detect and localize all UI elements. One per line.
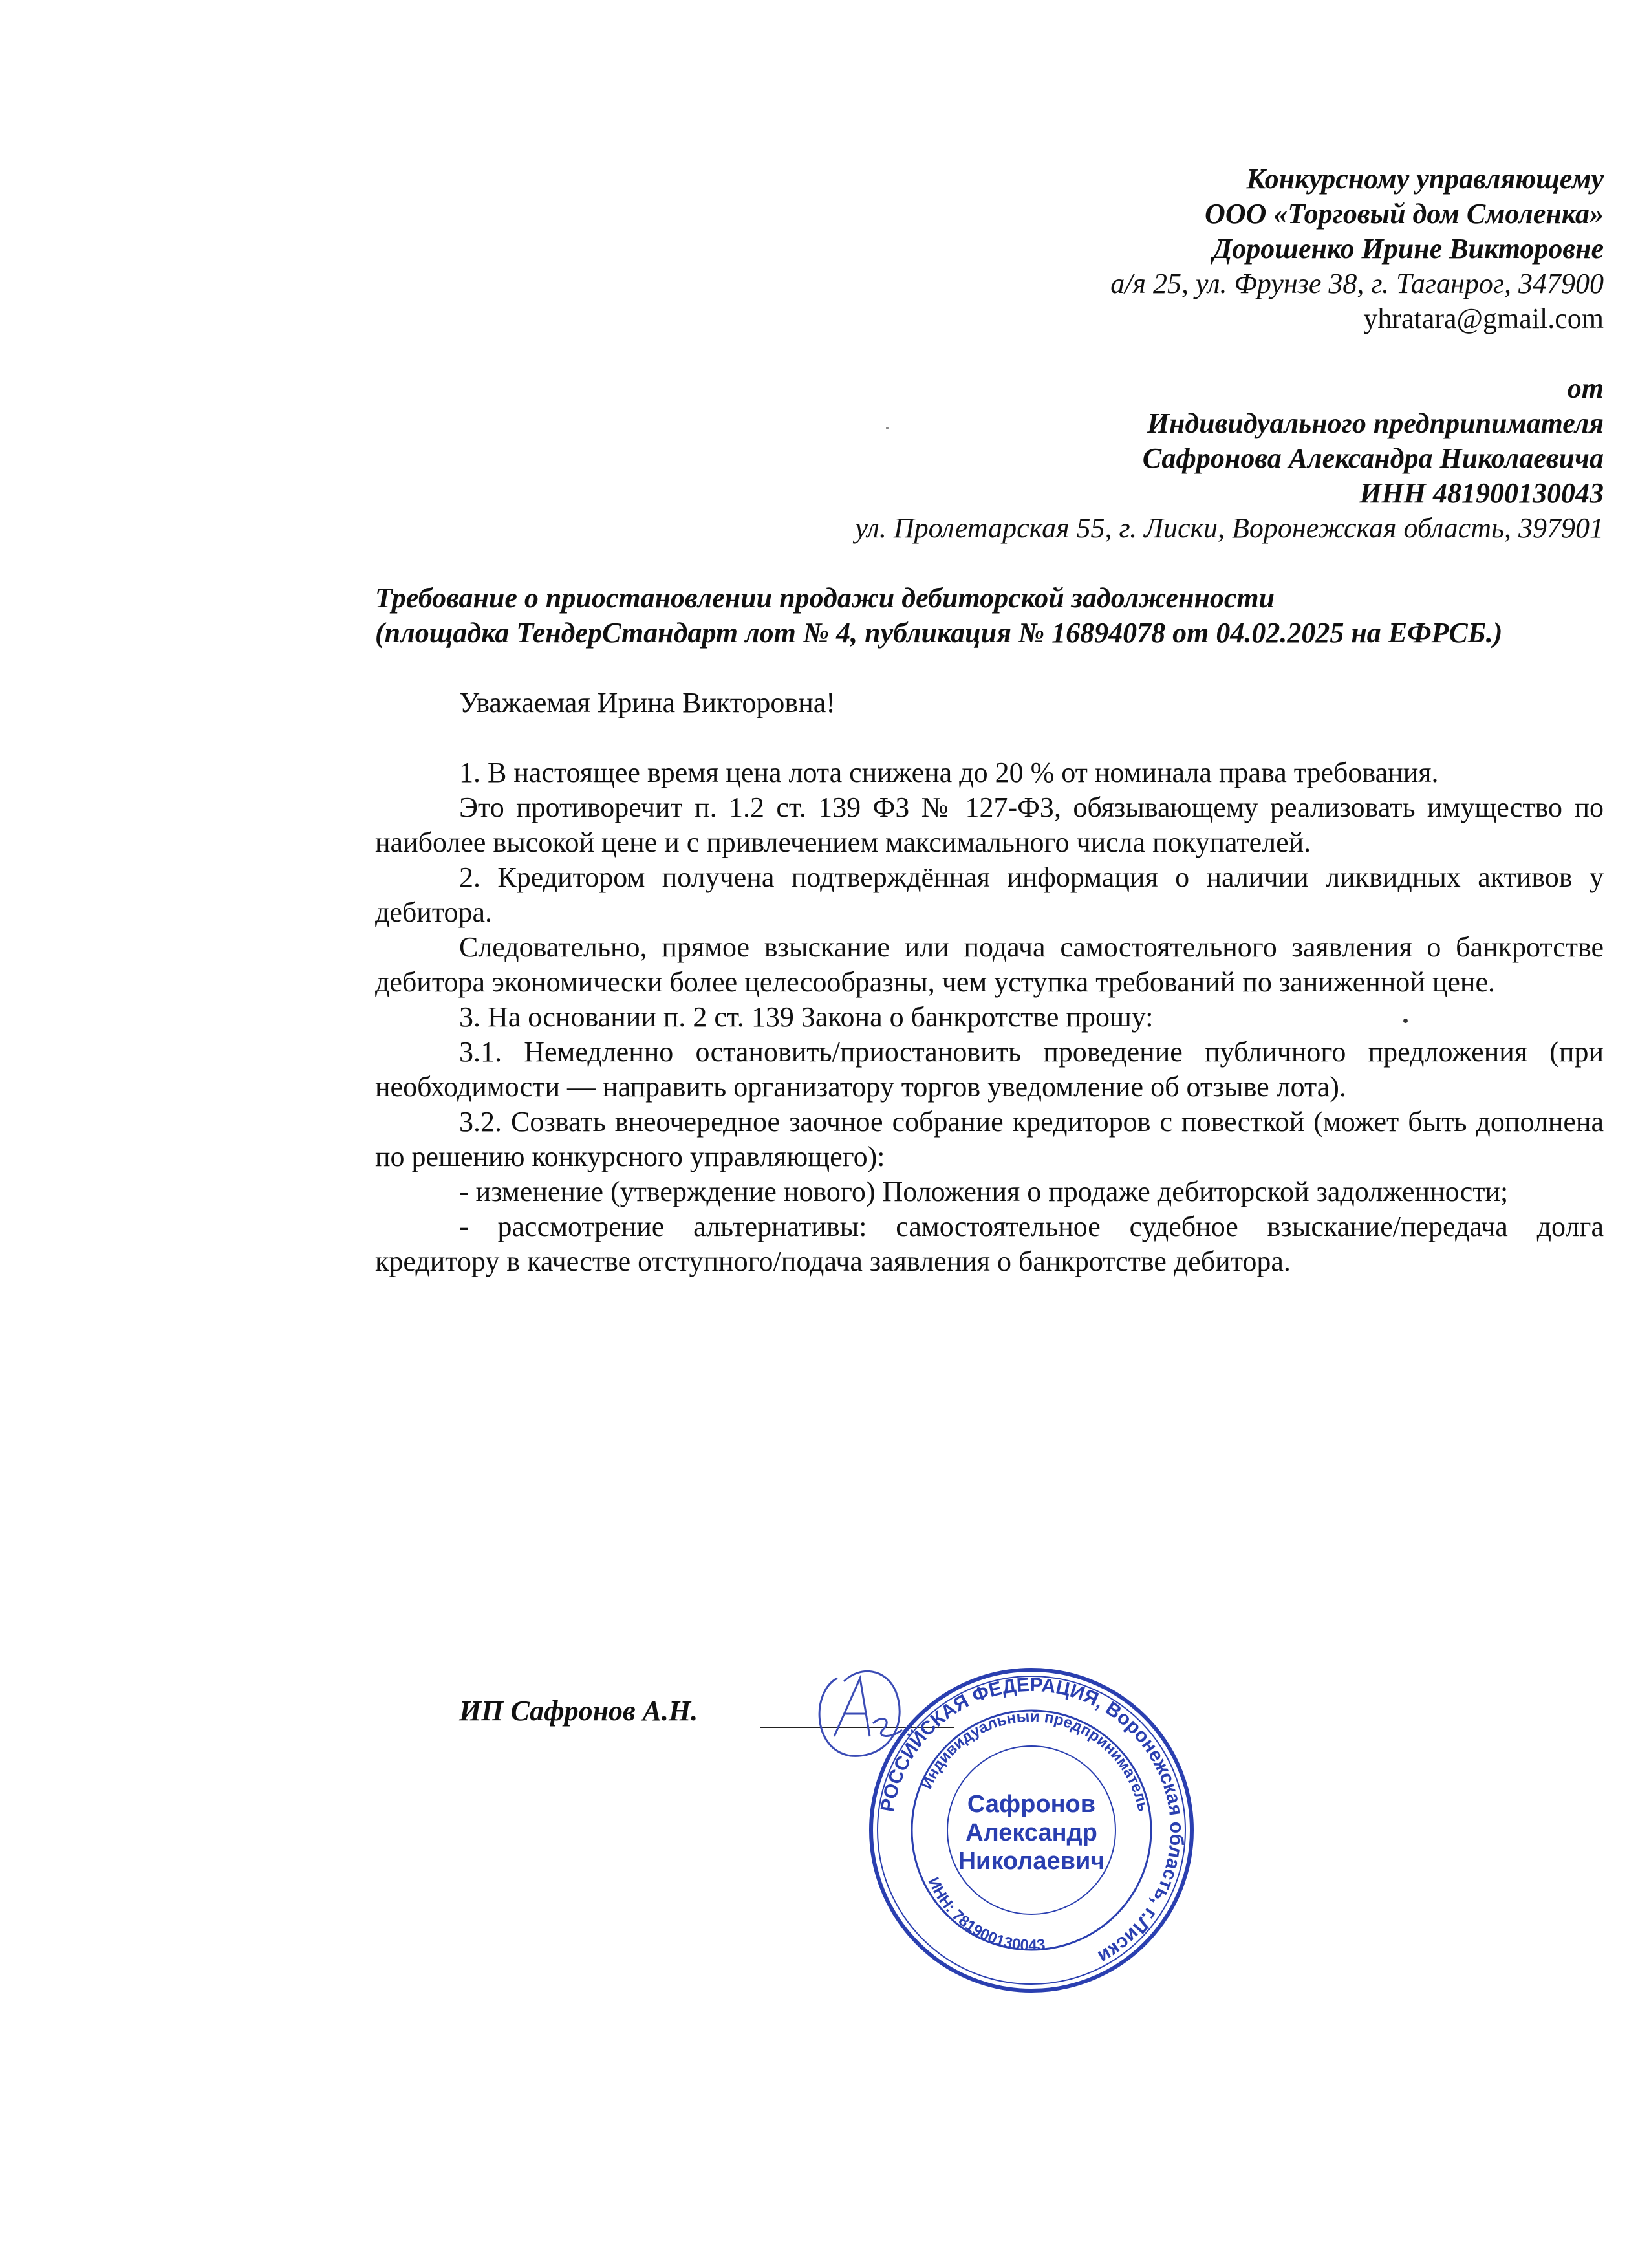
stamp-inner-text: Индивидуальный предприниматель xyxy=(918,1707,1152,1813)
document-title xyxy=(375,581,1604,651)
stamp-name-line-2: Александр xyxy=(965,1819,1097,1846)
paragraph-6: 3.1. Немедленно остановить/приостановить проведение публичного предложения (при необходимости — направить организатору торгов уведомление об отзыве лота). xyxy=(375,1036,1604,1103)
paragraph-5: 3. На основании п. 2 ст. 139 Закона о банкротстве прошу: xyxy=(459,1001,1154,1033)
signature-label: ИП Сафронов А.Н. xyxy=(459,1695,698,1727)
scan-speck xyxy=(1403,1019,1408,1023)
title-line-1: Требование о приостановлении продажи дебиторской задолженности xyxy=(375,582,1275,614)
title-line-2: (площадка ТендерСтандарт лот № 4, публикация № 16894078 от 04.02.2025 на ЕФРСБ.) xyxy=(375,617,1503,649)
sender-address: ул. Пролетарская 55, г. Лиски, Воронежская область, 397901 xyxy=(855,512,1604,544)
addressee-name: Дорошенко Ирине Викторовне xyxy=(1212,233,1604,265)
official-stamp xyxy=(863,1662,1200,1998)
paragraph-3: 2. Кредитором получена подтверждённая информация о наличии ликвидных активов у дебитора. xyxy=(375,861,1604,928)
greeting: Уважаемая Ирина Викторовна! xyxy=(459,687,835,718)
addressee-email: yhratara@gmail.com xyxy=(1363,303,1604,334)
sender-name: Сафронова Александра Николаевича xyxy=(1142,442,1604,474)
sender-from: от xyxy=(1567,373,1604,404)
paragraph-7: 3.2. Созвать внеочередное заочное собрание кредиторов с повесткой (может быть дополнена по решению конкурсного управляющего): xyxy=(375,1106,1604,1172)
addressee-address: а/я 25, ул. Фрунзе 38, г. Таганрог, 347900 xyxy=(1110,268,1604,299)
paragraph-9: - рассмотрение альтернативы: самостоятельное судебное взыскание/передача долга кредитору в качестве отступного/подача заявления о банкротстве дебитора. xyxy=(375,1211,1604,1277)
paragraph-4: Следовательно, прямое взыскание или подача самостоятельного заявления о банкротстве дебитора экономически более целесообразны, чем уступка требований по заниженной цене. xyxy=(375,931,1604,998)
scan-speck xyxy=(886,427,889,429)
stamp-name-line-1: Сафронов xyxy=(967,1791,1096,1818)
addressee-position: Конкурсному управляющему xyxy=(1246,163,1604,195)
stamp-name-line-3: Николаевич xyxy=(958,1848,1105,1875)
paragraph-2: Это противоречит п. 1.2 ст. 139 ФЗ № 127-ФЗ, обязывающему реализовать имущество по наиболее высокой цене и с привлечением максимального числа покупателей. xyxy=(375,792,1604,858)
addressee-company: ООО «Торговый дом Смоленка» xyxy=(1205,198,1604,230)
sender-block xyxy=(375,371,1604,546)
stamp-bottom-text: ИНН: 781900130043 xyxy=(924,1874,1046,1954)
paragraph-8: - изменение (утверждение нового) Положения о продаже дебиторской задолженности; xyxy=(459,1176,1509,1207)
addressee-block xyxy=(375,162,1604,336)
sender-title: Индивидуального предприпимателя xyxy=(1147,407,1604,439)
body-text xyxy=(375,755,1604,1279)
sender-inn: ИНН 481900130043 xyxy=(1359,477,1604,509)
paragraph-1: 1. В настоящее время цена лота снижена до 20 % от номинала права требования. xyxy=(459,757,1439,788)
stamp-outer-text: РОССИЙСКАЯ ФЕДЕРАЦИЯ, Воронежская область, г.Лиски xyxy=(876,1674,1188,1968)
document-page xyxy=(375,162,1604,1279)
